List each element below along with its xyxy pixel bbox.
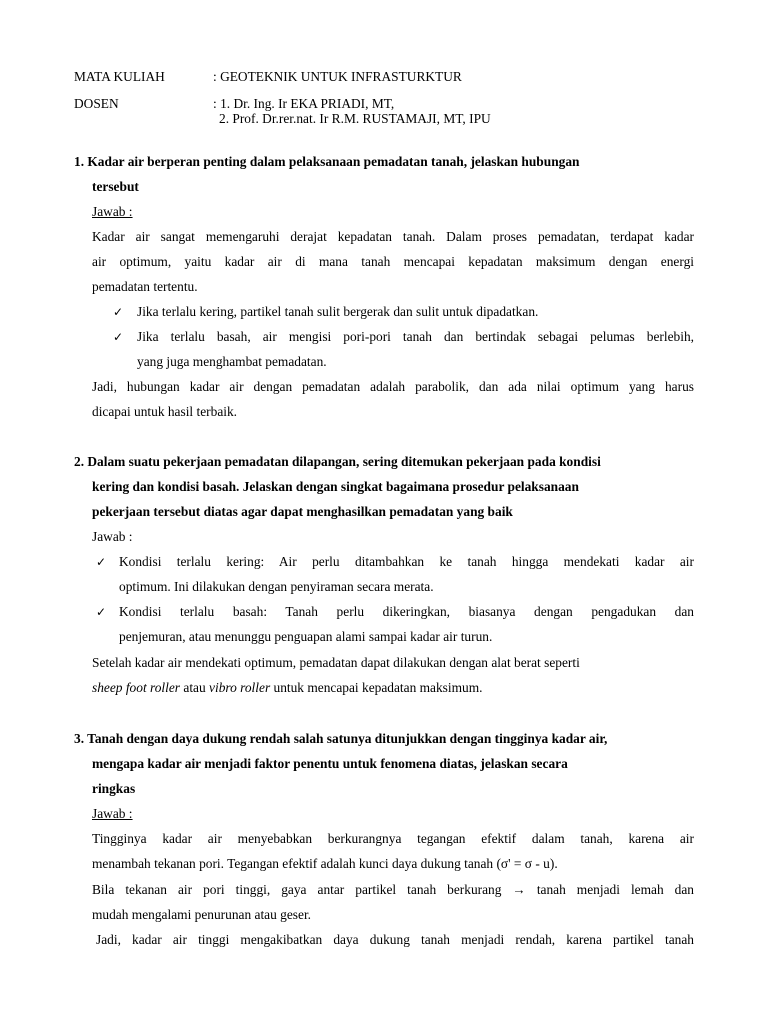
q1-answer-label: Jawab :	[92, 204, 133, 219]
q2-question-line-3: pekerjaan tersebut diatas agar dapat menghasilkan pemadatan yang baik	[92, 504, 513, 519]
vibro-roller-term: vibro roller	[209, 680, 271, 695]
q3-paragraph-3-line-1: Jadi, kadar air tinggi mengakibatkan daya dukung tanah menjadi rendah, karena partikel tanah	[96, 932, 694, 947]
q1-bullet-1: Jika terlalu kering, partikel tanah sulit bergerak dan sulit untuk dipadatkan.	[137, 304, 539, 319]
q3-paragraph-1-line-2: menambah tekanan pori. Tegangan efektif adalah kunci daya dukung tanah (σ' = σ - u).	[92, 856, 558, 871]
q3-question-line-2: mengapa kadar air menjadi faktor penentu untuk fenomena diatas, jelaskan secara	[92, 756, 568, 771]
q3-paragraph-2-line-1: Bila tekanan air pori tinggi, gaya antar partikel tanah berkurang → tanah menjadi lemah dan	[92, 882, 694, 897]
q2-bullet-2-line-2: penjemuran, atau menunggu penguapan alami sampai kadar air turun.	[119, 629, 493, 644]
check-icon: ✓	[112, 330, 124, 344]
q1-conclusion-line-2: dicapai untuk hasil terbaik.	[92, 404, 238, 419]
check-icon: ✓	[95, 555, 107, 569]
q1-question-line-1: 1. Kadar air berperan penting dalam pelaksanaan pemadatan tanah, jelaskan hubungan	[74, 154, 580, 169]
q3-question-line-1: 3. Tanah dengan daya dukung rendah salah satunya ditunjukkan dengan tingginya kadar air,	[74, 731, 608, 746]
q3-paragraph-1-line-1: Tingginya kadar air menyebabkan berkurangnya tegangan efektif dalam tanah, karena air	[92, 831, 694, 846]
lecturer-2: 2. Prof. Dr.rer.nat. Ir R.M. RUSTAMAJI, MT, IPU	[219, 111, 491, 126]
q1-paragraph-line-3: pemadatan tertentu.	[92, 279, 198, 294]
q2-question-line-2: kering dan kondisi basah. Jelaskan dengan singkat bagaimana prosedur pelaksanaan	[92, 479, 579, 494]
q2-answer-label: Jawab :	[92, 529, 133, 544]
q2-conclusion-line-1: Setelah kadar air mendekati optimum, pemadatan dapat dilakukan dengan alat berat seperti	[92, 655, 580, 670]
q1-question-line-2: tersebut	[92, 179, 139, 194]
q3-paragraph-2-line-2: mudah mengalami penurunan atau geser.	[92, 907, 312, 922]
q1-paragraph-line-1: Kadar air sangat memengaruhi derajat kepadatan tanah. Dalam proses pemadatan, terdapat kadar	[92, 229, 694, 244]
q1-conclusion-line-1: Jadi, hubungan kadar air dengan pemadatan adalah parabolik, dan ada nilai optimum yang harus	[92, 379, 694, 394]
check-icon: ✓	[95, 605, 107, 619]
q2-bullet-1-line-2: optimum. Ini dilakukan dengan penyiraman secara merata.	[119, 579, 434, 594]
check-icon: ✓	[112, 305, 124, 319]
sheep-foot-roller-term: sheep foot roller	[92, 680, 181, 695]
course-value: : GEOTEKNIK UNTUK INFRASTURKTUR	[213, 69, 462, 84]
q1-bullet-2-line-1: Jika terlalu basah, air mengisi pori-pori tanah dan bertindak sebagai pelumas berlebih,	[137, 329, 694, 344]
q2-bullet-1-line-1: Kondisi terlalu kering: Air perlu ditambahkan ke tanah hingga mendekati kadar air	[119, 554, 694, 569]
q2-conclusion-line-2	[92, 679, 482, 697]
q1-bullet-2-line-2: yang juga menghambat pemadatan.	[137, 354, 327, 369]
course-label: MATA KULIAH	[74, 69, 165, 84]
q2-bullet-2-line-1: Kondisi terlalu basah: Tanah perlu dikeringkan, biasanya dengan pengadukan dan	[119, 604, 694, 619]
conjunction-text: atau	[180, 680, 210, 695]
q2-question-line-1: 2. Dalam suatu pekerjaan pemadatan dilapangan, sering ditemukan pekerjaan pada kondisi	[74, 454, 601, 469]
conclusion-tail-text: untuk mencapai kepadatan maksimum.	[270, 680, 483, 695]
lecturer-label: DOSEN	[74, 96, 119, 111]
q3-answer-label: Jawab :	[92, 806, 133, 821]
q3-question-line-3: ringkas	[92, 781, 136, 796]
lecturer-1: : 1. Dr. Ing. Ir EKA PRIADI, MT,	[213, 96, 395, 111]
q1-paragraph-line-2: air optimum, yaitu kadar air di mana tanah mencapai kepadatan maksimum dengan energi	[92, 254, 694, 269]
